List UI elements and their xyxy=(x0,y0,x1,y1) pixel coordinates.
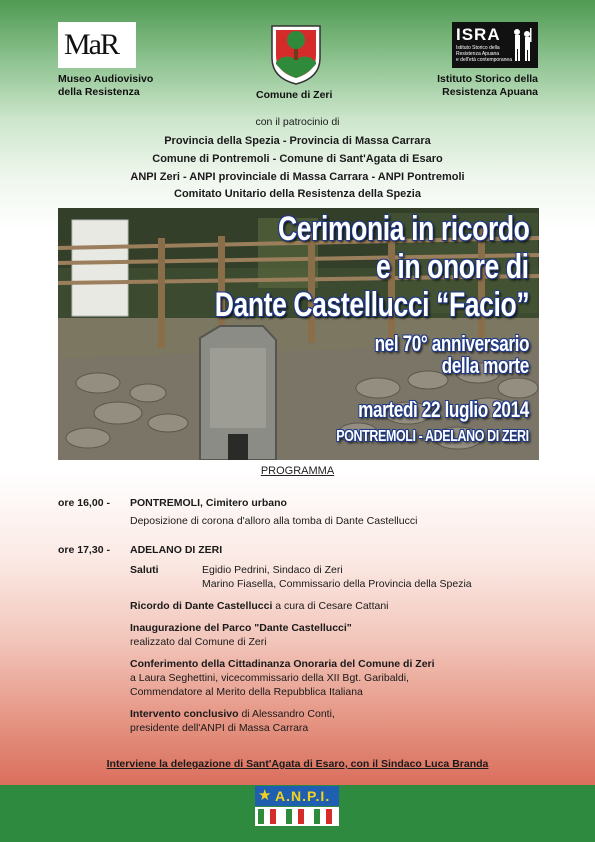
partisans-icon xyxy=(509,26,535,69)
patronage-intro: con il patrocinio di xyxy=(255,116,340,128)
patronage-line: Comitato Unitario della Resistenza della Spezia xyxy=(174,188,421,200)
istituto-line2: Resistenza Apuana xyxy=(442,86,538,98)
star-icon: ★ xyxy=(258,787,272,804)
anpi-logo xyxy=(255,786,339,826)
program-place: ADELANO DI ZERI xyxy=(130,544,223,556)
conferimento-title: Conferimento della Cittadinanza Onoraria del Comune di Zeri xyxy=(130,658,435,670)
zeri-coat-of-arms-icon xyxy=(268,22,324,86)
program-place: PONTREMOLI, Cimitero urbano xyxy=(130,497,287,509)
hero-place: PONTREMOLI - ADELANO DI ZERI xyxy=(336,428,529,445)
program-time: ore 17,30 - xyxy=(58,544,110,556)
isra-sub3: e dell'età contemporanea xyxy=(456,57,512,63)
ricordo-rest: a cura di Cesare Cattani xyxy=(272,600,389,612)
delegation-note: Interviene la delegazione di Sant'Agata di Esaro, con il Sindaco Luca Branda xyxy=(106,758,489,770)
museo-label xyxy=(58,73,153,99)
saluti-line: Marino Fiasella, Commissario della Provincia della Spezia xyxy=(202,578,472,590)
isra-logo xyxy=(452,22,538,68)
anpi-logo-top xyxy=(255,786,339,806)
intervento-rest: di Alessandro Conti, xyxy=(238,708,335,720)
museo-line1: Museo Audiovisivo xyxy=(58,73,154,85)
saluti-label: Saluti xyxy=(130,564,159,576)
hero-date: martedì 22 luglio 2014 xyxy=(358,397,529,422)
inaugurazione-desc: realizzato dal Comune di Zeri xyxy=(130,636,267,648)
conferimento-desc: a Laura Seghettini, vicecommissario della XII Bgt. Garibaldi, xyxy=(130,672,409,684)
ricordo-bold: Ricordo di Dante Castellucci xyxy=(130,600,273,612)
hero-subtitle-line1: nel 70° anniversario xyxy=(374,331,529,356)
museo-line2: della Resistenza xyxy=(58,86,140,98)
anpi-logo-text: A.N.P.I. xyxy=(275,788,331,804)
program-time: ore 16,00 - xyxy=(58,497,110,509)
hero-title-line2: e in onore di xyxy=(376,248,529,286)
comune-label: Comune di Zeri xyxy=(256,89,333,101)
intervento-desc: presidente dell'ANPI di Massa Carrara xyxy=(130,722,309,734)
saluti-line: Egidio Pedrini, Sindaco di Zeri xyxy=(202,564,343,576)
istituto-label xyxy=(424,73,538,99)
isra-sub2: Resistenza Apuana xyxy=(456,51,500,57)
program-heading: PROGRAMMA xyxy=(260,465,335,477)
hero-title-line3: Dante Castellucci “Facio” xyxy=(214,286,529,324)
intervento-bold: Intervento conclusivo xyxy=(130,708,239,720)
inaugurazione-title: Inaugurazione del Parco "Dante Castellucci" xyxy=(130,622,352,634)
istituto-line1: Istituto Storico della xyxy=(437,73,538,85)
mar-logo-text: MaR xyxy=(64,28,118,61)
memorial-photo xyxy=(58,208,539,460)
anpi-flag-strip xyxy=(255,807,339,826)
isra-sub1: Istituto Storico della xyxy=(456,45,500,51)
hero-title-line1: Cerimonia in ricordo xyxy=(277,210,529,248)
hero-subtitle-line2: della morte xyxy=(441,353,529,378)
isra-logo-text: ISRA xyxy=(456,25,501,44)
ricordo-line xyxy=(130,600,389,613)
intervento-line xyxy=(130,708,335,721)
patronage-line: Comune di Pontremoli - Comune di Sant'Agata di Esaro xyxy=(152,153,443,165)
patronage-line: ANPI Zeri - ANPI provinciale di Massa Carrara - ANPI Pontremoli xyxy=(130,171,465,183)
program-desc: Deposizione di corona d'alloro alla tomba di Dante Castellucci xyxy=(130,515,418,527)
isra-logo-subtitle xyxy=(456,45,512,63)
conferimento-desc: Commendatore al Merito della Repubblica Italiana xyxy=(130,686,363,698)
patronage-line: Provincia della Spezia - Provincia di Massa Carrara xyxy=(164,135,431,147)
mar-logo xyxy=(58,22,136,68)
